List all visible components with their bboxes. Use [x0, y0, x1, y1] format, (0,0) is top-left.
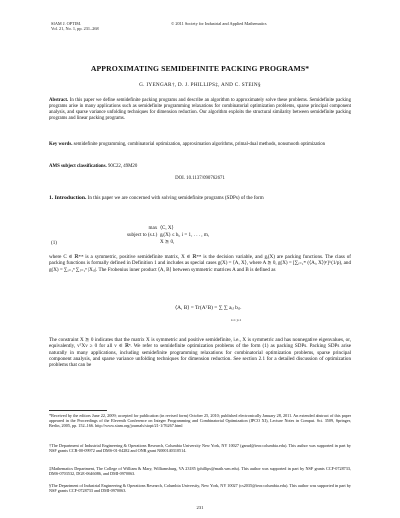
- equation-row: gᵢ(X) ≤ bᵢ, i = 1, . . . , m,: [160, 232, 210, 238]
- keywords: [49, 142, 351, 148]
- copyright-notice: © 2011 Society for Industrial and Applied Mathematics: [171, 21, 267, 26]
- equation-label: subject to (s.t.): [127, 232, 158, 238]
- footnote: ‡Mathematics Department, The College of William & Mary, Williamsburg, VA 23185 (phillips@math.wm.edu). This author was supported in part by NSF grants CCF-0728733, DMS-0703532, DGE-0646086, and DMI-0970063.: [49, 466, 351, 477]
- constraint-paragraph: The constraint X ⪰ 0 indicates that the matrix X is symmetric and positive semidefinite, i.e., X is symmetric and has nonnegative eigenvalues, or, equivalently, vᵀXv ≥ 0 for all v ∈ ℝⁿ. We refer to semidefinite optimization problems of the form (1) as packing SDPs. Packing SDPs arise naturally in many applications, including semidefinite programming relaxations for combinatorial optimization problems, sparse principal component analysis, and sparse variance unfolding techniques for dimension reduction. See section 2.1 for a detailed discussion of optimization problems that can be: [49, 337, 351, 369]
- ams-label: AMS subject classifications.: [49, 164, 107, 169]
- introduction-paragraph: [49, 195, 351, 201]
- equation-label: max: [148, 225, 158, 231]
- footnote: †The Department of Industrial Engineering & Operations Research, Columbia University New York, NY 10027 (garud@ieor.columbia.edu). This author was supported in part by NSF grants CCR-00-09972 and DMS-01-04282 and ONR grant N000140310514.: [49, 443, 351, 454]
- footnote: §The Department of Industrial Engineering & Operations Research, Columbia University, New York, NY 10027 (cs2035@ieor.columbia.edu). This author was supported in part by NSF grants CCF-0728733 and DMI-0970063.: [49, 483, 351, 494]
- page-number: 231: [196, 505, 204, 510]
- equation-rows: [160, 225, 209, 246]
- keywords-text: semidefinite programming, combinatorial optimization, approximation algorithms, primal-dual methods, nonsmooth optimization: [73, 142, 326, 147]
- ams-classification: [49, 164, 351, 170]
- journal-name: SIAM J. OPTIM.: [51, 21, 82, 26]
- volume-info: Vol. 21, No. 1, pp. 231–268: [51, 26, 99, 32]
- author-list: G. IYENGAR†, D. J. PHILLIPS‡, AND C. STEIN§: [139, 82, 261, 88]
- equation-row: ⟨C, X⟩: [160, 225, 174, 231]
- definition-paragraph: where C ∈ ℝⁿˣⁿ is a symmetric, positive semidefinite matrix, X ∈ ℝⁿˣⁿ is the decision variable, and gᵢ(X) are packing functions. The class of packing functions is formally defined in Definition 1 and includes as special cases g(X) = ⟨A, X⟩, where A ⪰ 0, g(X) = [∑ᵢ₌₁ᵐ (⟨Aᵢ, X⟩)ᵖ]^(1/p), and g(X) = ∑ᵢ₌₁ⁿ ∑ⱼ₌₁ⁿ |Xᵢⱼ|. The Frobenius inner product ⟨A, B⟩ between symmetric matrices A and B is defined as: [49, 254, 351, 273]
- abstract: [49, 98, 351, 122]
- equation-row: X ⪰ 0,: [160, 239, 175, 245]
- frobenius-equation: [175, 305, 242, 322]
- keywords-label: Key words.: [49, 142, 73, 147]
- footnote-rule: [49, 410, 107, 411]
- abstract-label: Abstract.: [49, 98, 69, 103]
- sum-limits: i=1 j=1: [231, 318, 242, 322]
- equation-number: (1): [51, 240, 57, 246]
- introduction-text: In this paper we are concerned with solving semidefinite programs (SDPs) of the form: [87, 195, 264, 201]
- equation-lhs: ⟨A, B⟩ = Tr(AᵀB) =: [175, 305, 219, 311]
- abstract-text: In this paper we define semidefinite packing programs and describe an algorithm to approximately solve these problems. Semidefinite packing programs arise in many applications such as semidefinite programming relaxations for combinatorial optimization problems, sparse principal component analysis, and sparse variance unfolding techniques for dimension reduction. Our algorithm exploits the structural similarity between semidefinite packing programs and linear packing programs.: [49, 98, 351, 122]
- equation-label: [127, 239, 157, 246]
- section-heading: 1. Introduction.: [49, 195, 87, 201]
- running-header-left: [51, 21, 99, 32]
- equation-labels: [127, 225, 157, 246]
- doi: DOI. 10.1137/090762671: [175, 176, 225, 181]
- ams-codes: 90C22, 49M20: [107, 164, 138, 169]
- equation-rhs: ∑ ∑ aᵢⱼ bᵢⱼ.: [218, 305, 242, 311]
- footnote: *Received by the editors June 22, 2009; accepted for publication (in revised form) October 25, 2010; published electronically January 28, 2011. An extended abstract of this paper appeared in the Proceedings of the Eleventh Conference on Integer Programming and Combinatorial Optimization (IPCO XI), Lecture Notes in Comput. Sci. 3509, Springer, Berlin, 2005, pp. 152–166. http://www.siam.org/journals/siopt/21-1/76267.html: [49, 413, 351, 429]
- paper-title: APPROXIMATING SEMIDEFINITE PACKING PROGRAMS*: [90, 64, 310, 73]
